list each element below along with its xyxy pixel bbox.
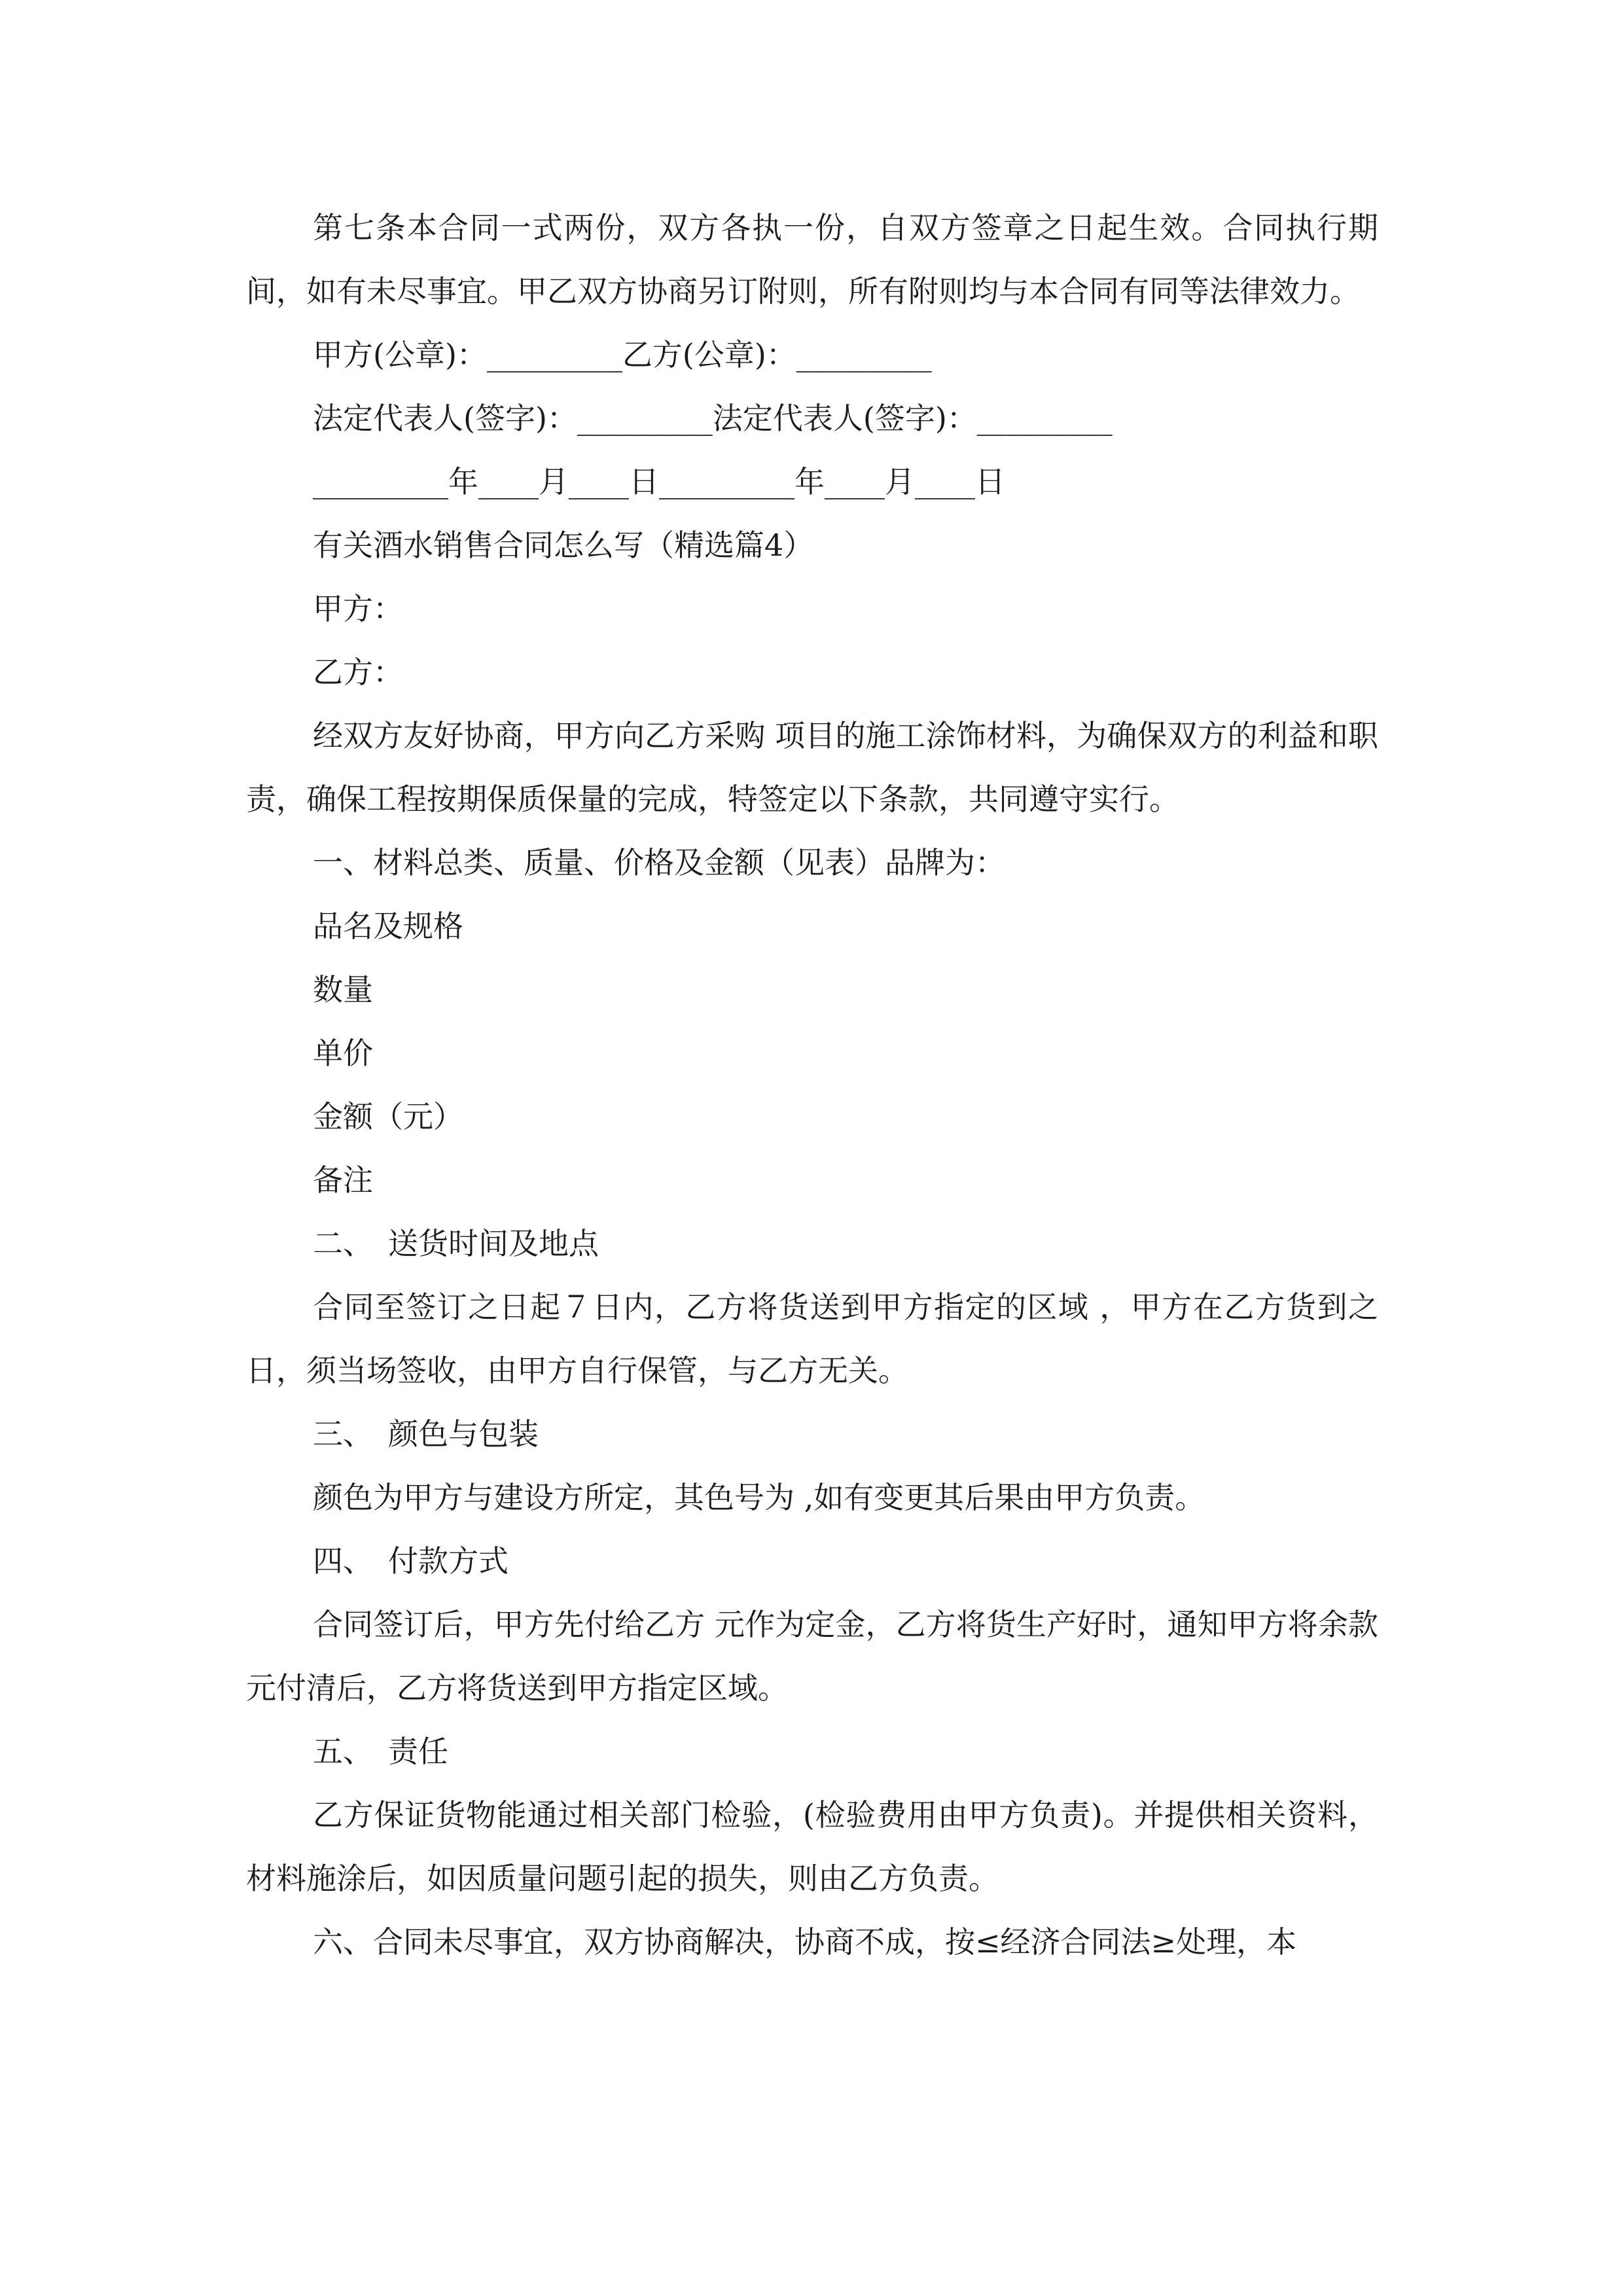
table-column-name-spec: 品名及规格 xyxy=(313,908,463,944)
legal-representative-line: 法定代表人(签字)：_________法定代表人(签字)：_________ xyxy=(313,401,1113,436)
document-body xyxy=(246,196,1388,1974)
clause-5-heading: 五、 责任 xyxy=(313,1734,448,1769)
party-b-label: 乙方： xyxy=(313,655,403,690)
date-line: _________年____月____日_________年____月____日 xyxy=(313,464,1005,499)
clause-3-heading: 三、 颜色与包装 xyxy=(313,1416,539,1452)
clause-4-body: 合同签订后，甲方先付给乙方 元作为定金，乙方将货生产好时，通知甲方将余款 元付清后，乙方将货送到甲方指定区域。 xyxy=(246,1607,1388,1706)
clause-5-body: 乙方保证货物能通过相关部门检验，(检验费用由甲方负责)。并提供相关资料，材料施涂后，如因质量问题引起的损失，则由乙方负责。 xyxy=(246,1797,1378,1896)
clause-2-body: 合同至签订之日起７日内，乙方将货送到甲方指定的区域 ，甲方在乙方货到之日，须当场签收，由甲方自行保管，与乙方无关。 xyxy=(246,1289,1378,1388)
seal-signature-line: 甲方(公章)：_________乙方(公章)：_________ xyxy=(313,337,932,372)
table-column-quantity: 数量 xyxy=(313,972,373,1007)
clause-6-paragraph: 六、合同未尽事宜，双方协商解决，协商不成，按≤经济合同法≥处理，本 xyxy=(313,1924,1297,1960)
article-7-paragraph: 第七条本合同一式两份，双方各执一份，自双方签章之日起生效。合同执行期间，如有未尽事宜。甲乙双方协商另订附则，所有附则均与本合同有同等法律效力。 xyxy=(246,210,1378,309)
section-title: 有关酒水销售合同怎么写（精选篇4） xyxy=(313,528,814,563)
clause-4-heading: 四、 付款方式 xyxy=(313,1543,508,1579)
clause-2-heading: 二、 送货时间及地点 xyxy=(313,1226,599,1261)
clause-3-body: 颜色为甲方与建设方所定，其色号为 ,如有变更其后果由甲方负责。 xyxy=(313,1480,1205,1515)
table-column-unit-price: 单价 xyxy=(313,1035,373,1071)
party-a-label: 甲方： xyxy=(313,591,403,626)
table-column-amount: 金额（元） xyxy=(313,1099,463,1134)
table-column-note: 备注 xyxy=(313,1162,373,1198)
clause-1-heading: 一、材料总类、质量、价格及金额（见表）品牌为： xyxy=(313,845,1005,880)
intro-paragraph: 经双方友好协商，甲方向乙方采购 项目的施工涂饰材料，为确保双方的利益和职责，确保工程按期保质保量的完成，特签定以下条款，共同遵守实行。 xyxy=(246,718,1378,817)
